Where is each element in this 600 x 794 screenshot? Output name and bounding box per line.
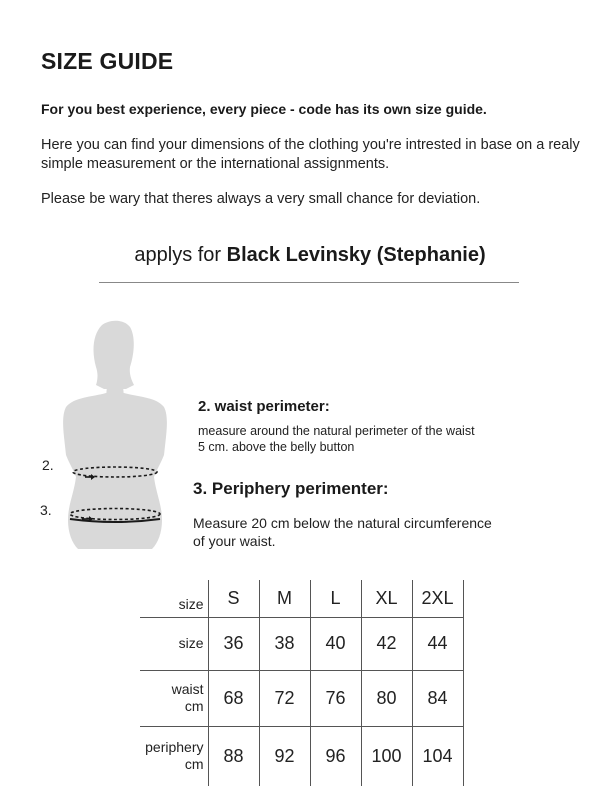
row-label: size — [140, 617, 208, 670]
size-cell: L — [310, 580, 361, 617]
waist-title: 2. waist perimeter: — [198, 398, 330, 415]
marker-periphery: 3. — [40, 502, 52, 518]
table-cell: 96 — [310, 726, 361, 786]
size-cell: XL — [361, 580, 412, 617]
size-cell: M — [259, 580, 310, 617]
marker-waist: 2. — [42, 457, 54, 473]
periphery-desc-1: Measure 20 cm below the natural circumference — [193, 515, 492, 531]
table-cell: 40 — [310, 617, 361, 670]
intro-bold-line: For you best experience, every piece - code has its own size guide. — [41, 101, 487, 117]
intro-paragraph: Here you can find your dimensions of the clothing you're intrested in base on a realy simple measurement or the international assignments. — [41, 137, 580, 172]
table-cell: 80 — [361, 670, 412, 726]
page-title: SIZE GUIDE — [41, 48, 174, 74]
table-cell: 44 — [412, 617, 463, 670]
table-cell: 68 — [208, 670, 259, 726]
table-cell: 42 — [361, 617, 412, 670]
table-row — [140, 726, 463, 786]
periphery-desc-2: of your waist. — [193, 533, 276, 549]
row-label-line: waist — [171, 681, 204, 697]
table-cell: 76 — [310, 670, 361, 726]
row-label — [140, 726, 208, 786]
table-cell: 38 — [259, 617, 310, 670]
table-row — [140, 617, 463, 670]
table-cell: 92 — [259, 726, 310, 786]
periphery-title: 3. Periphery perimenter: — [193, 479, 389, 498]
row-label: size — [178, 595, 204, 612]
body-silhouette-icon — [30, 315, 200, 560]
product-heading — [0, 244, 600, 267]
divider — [99, 282, 519, 283]
size-table — [140, 580, 464, 786]
table-cell: 104 — [412, 726, 463, 786]
deviation-note: Please be wary that theres always a very small chance for deviation. — [41, 191, 481, 207]
size-cell: S — [208, 580, 259, 617]
table-cell: 100 — [361, 726, 412, 786]
table-row — [140, 670, 463, 726]
waist-desc-2: 5 cm. above the belly button — [198, 440, 355, 454]
table-header-row — [140, 580, 463, 617]
row-label-unit: cm — [184, 756, 204, 773]
table-cell: 84 — [412, 670, 463, 726]
table-cell: 36 — [208, 617, 259, 670]
waist-desc-1: measure around the natural perimeter of the waist — [198, 424, 475, 438]
product-prefix: applys for — [134, 244, 227, 266]
row-label-line: periphery — [145, 739, 204, 756]
row-label-unit: cm — [184, 698, 204, 714]
row-label — [140, 670, 208, 726]
size-cell: 2XL — [412, 580, 463, 617]
product-name: Black Levinsky (Stephanie) — [226, 244, 486, 266]
table-cell: 88 — [208, 726, 259, 786]
table-cell: 72 — [259, 670, 310, 726]
